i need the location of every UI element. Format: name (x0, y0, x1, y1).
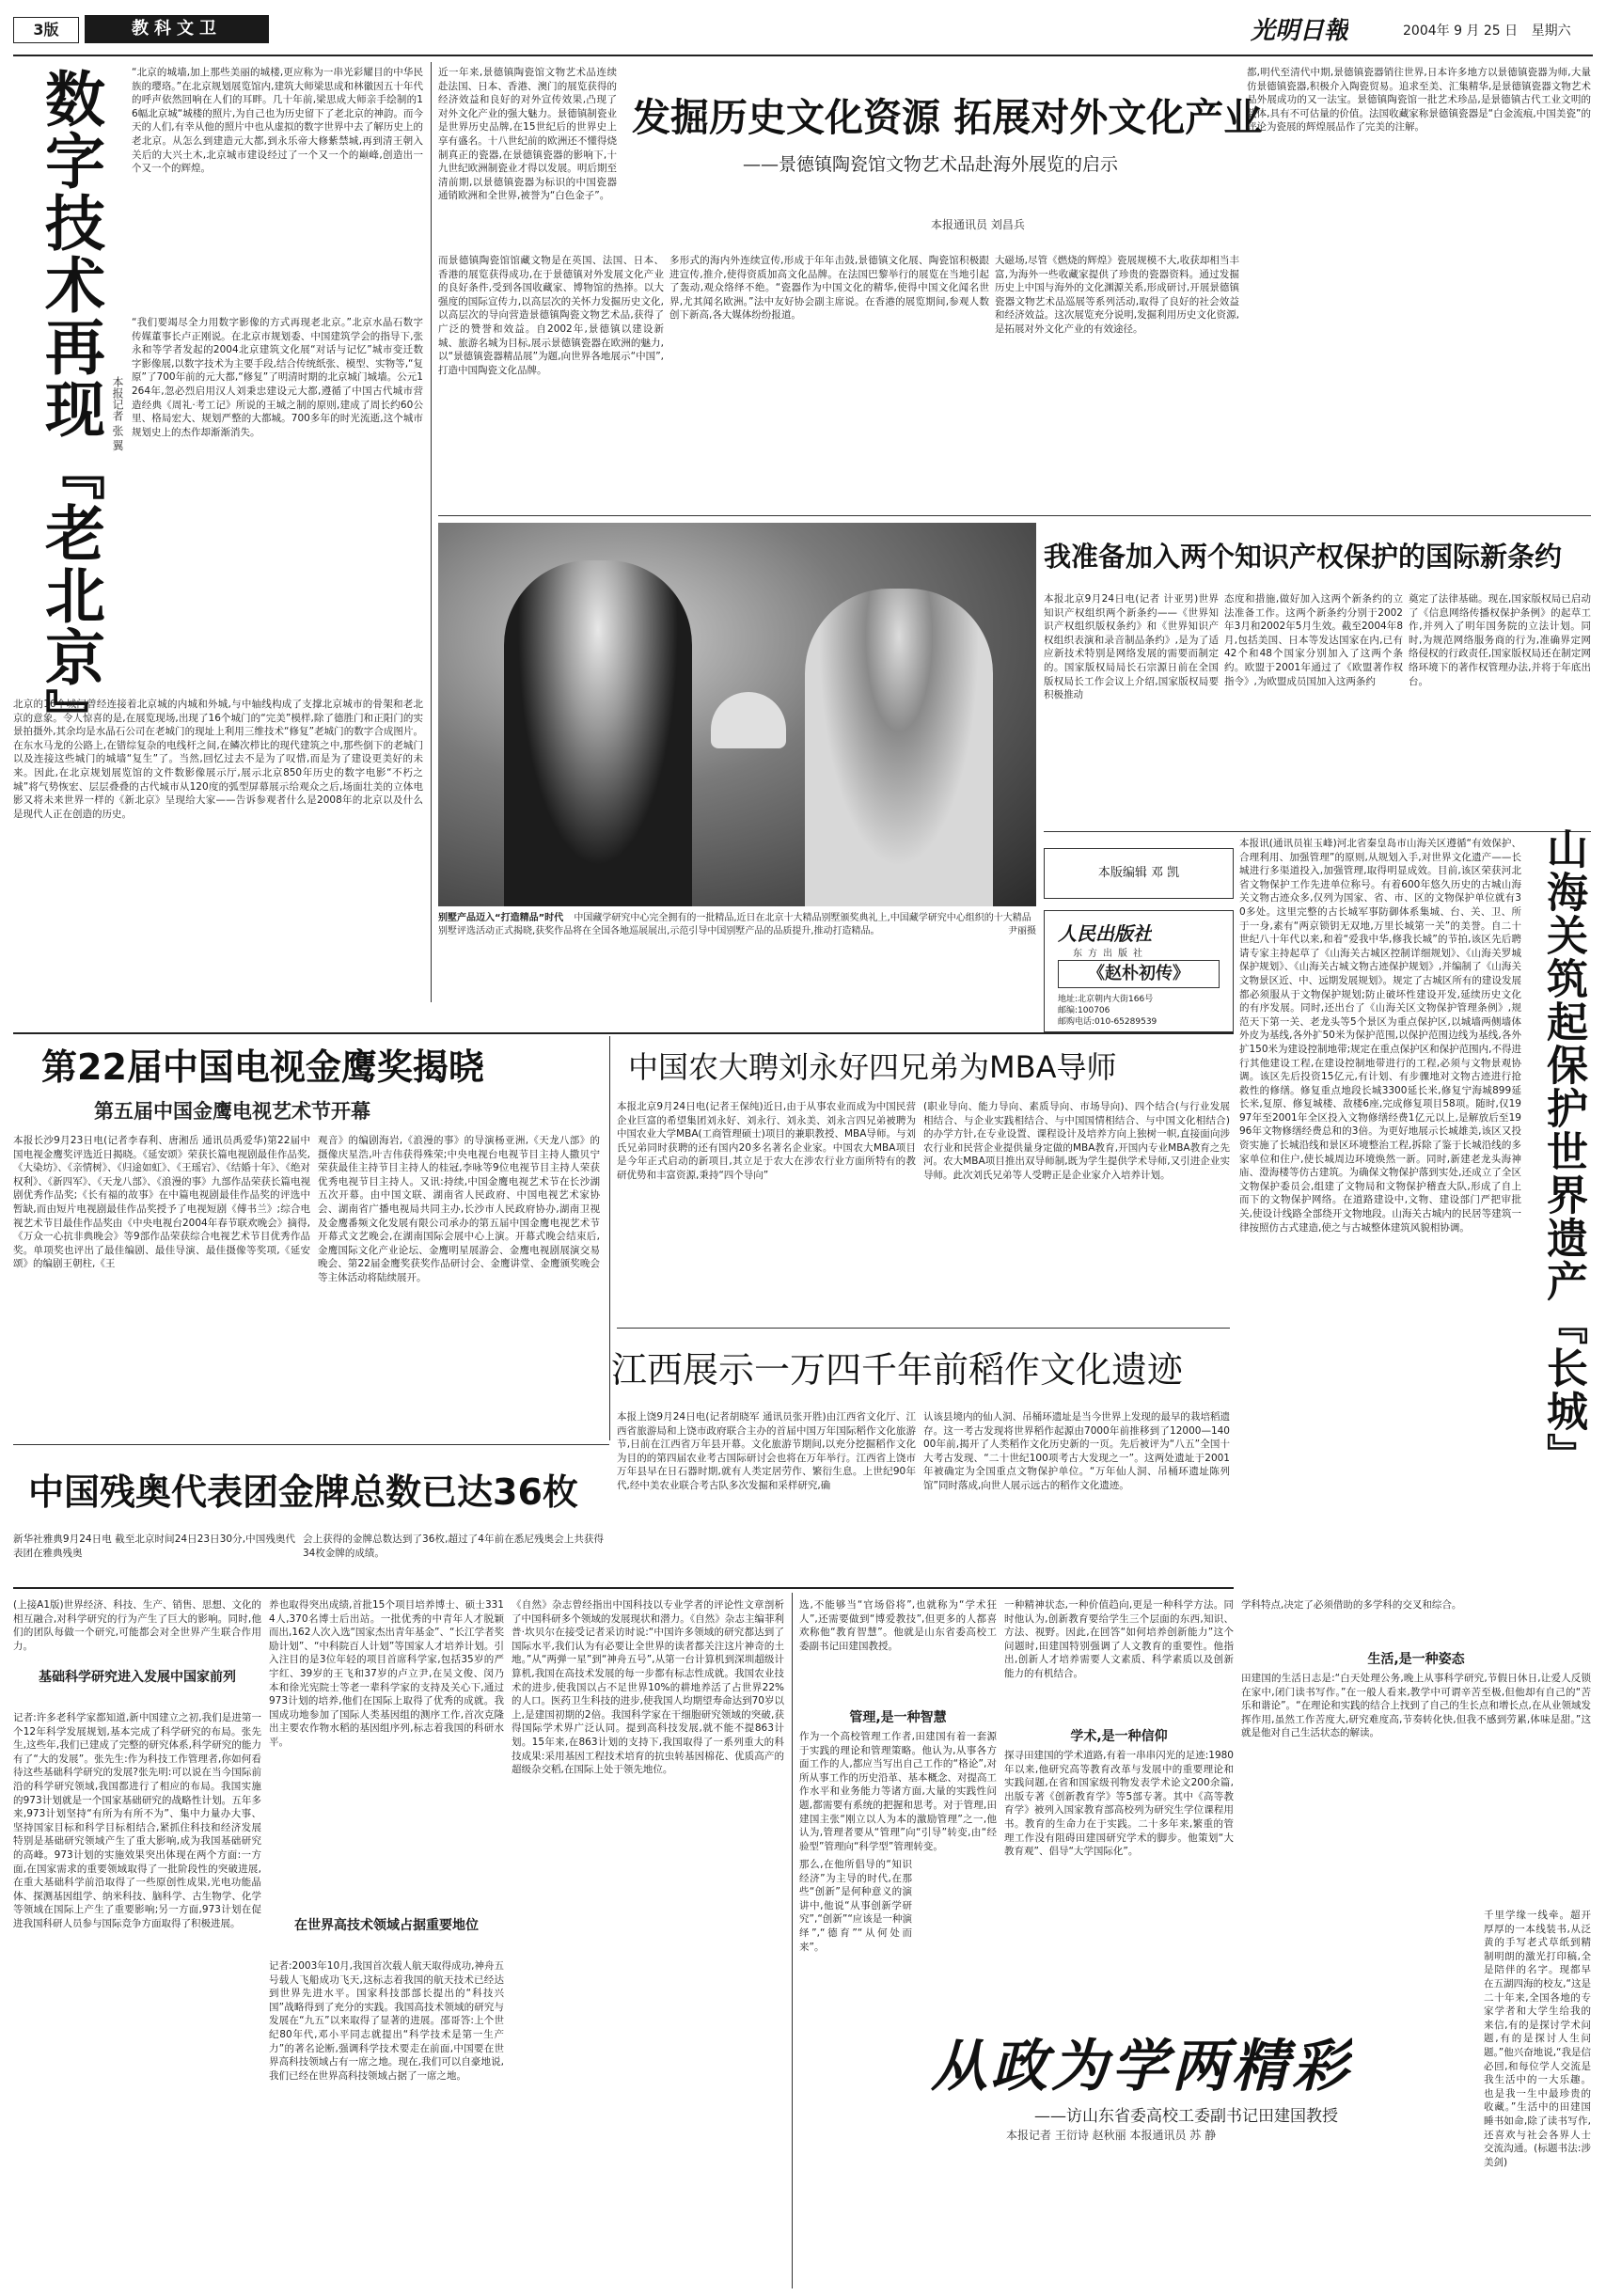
newspaper-logo (1251, 11, 1348, 46)
feature-byline: 本报记者 王衍诗 赵秋丽 本报通讯员 苏 静 (1006, 2129, 1217, 2142)
publisher-name: 人民出版社 (1058, 922, 1152, 945)
beijing-byline: 本报记者 张 翼 (111, 376, 124, 451)
jingdezhen-col4: 大磁场,尽管《燃烧的辉煌》瓷展规模不大,收获却相当丰富,为海外一些收藏家提供了珍贵的瓷器资料。通过发掘历史上中国与海外的文化渊源关系,形成研讨,开展景德镇瓷器文物艺术品巡展等系列活动,取得了良好的社会效益和经济效益。这次展览充分说明,发掘利用历史文化资源,是拓展对外文化产业的有效途径。 (995, 255, 1239, 335)
masthead-rule (13, 55, 1593, 56)
research-sec2: 记者:2003年10月,我国首次载人航天取得成功,神舟五号载人飞船成功飞天,这标志着我国的航天技术已经达到世界先进水平。国家科技部部长提出的“科技兴国”战略得到了充分的实践。我国高技术领域的研究与发展在“九五”以来取得了显著的进展。邵哥答:上个世纪80年代,邓小平同志就提出“科学技术是第一生产力”的著名论断,强调科学技术要走在前面,中国要在世界高科技领域占有一席之地。现在,我们可以自豪地说,我们已经在世界高科技领域占据了一席之地。 (269, 1960, 504, 2082)
divider (438, 515, 1591, 516)
ip-col3: 奠定了法律基础。现在,国家版权局已启动了《信息网络传播权保护条例》的起草工作,并列入了明年国务院的立法计划。同时,为规范网络服务商的行为,准确界定网络侵权的行政责任,国家版权局还在制定网络环境下的著作权管理办法,并将于年底出台。 (1409, 593, 1591, 687)
beijing-title: 数字技术再现『老北京』 (35, 68, 104, 750)
editor-text: 本版编辑 邓 凯 (1097, 866, 1180, 880)
divider (13, 1444, 609, 1445)
research-sec5: 田建国的生活日志是:“白天处理公务,晚上从事科学研究,节假日休日,让爱人反锁在家中,闭门读书写作。”在一般人看来,教学中可谓辛苦至极,但他却有自己的“苦乐和谐论”。“在理论和实践的结合上找到了自己的生长点和增长点,在从业领域发挥作用,虽然工作苦度大,研究难度高,节奏转化快,但我不感到劳累,体味是甜。”这就是他对自己生活状态的解读。 (1241, 1673, 1591, 1739)
research-col4-tail: 那么,在他所倡导的“知识经济”为主导的时代,在那些“创新”是何种意义的演讲中,他说“从事创新学研究”,“创新”“应该是一种演绎”,“德育”“从何处而来”。 (799, 1859, 912, 1953)
weekday-text: 星期六 (1531, 24, 1571, 39)
research-sec5-title: 生活,是一种姿态 (1367, 1652, 1465, 1667)
research-sec4: 探寻田建国的学术道路,有着一串串闪光的足迹:1980年以来,他研究高等教育改革与发展中的重要理论和实践问题,在省和国家级刊物发表学术论文200余篇,出版专著《创新教育学》等5部专著。其中《高等教育学》被列入国家教育部高校列为研究生学位课程用书。教育的生命力在于实践。二十多年来,繁重的管理工作没有阻碍田建国研究学术的脚步。他策划“大教育观”、倡导“大学国际化”。 (1004, 1750, 1234, 1858)
ip-col2: 态度和措施,做好加入这两个新条约的立法准备工作。这两个新条约分别于2002年3月和2002年5月生效。截至2004年8月,包括美国、日本等发达国家在内,已有42个和48个国家分别加入了这两个条约。欧盟于2001年通过了《欧盟著作权指令》,为欧盟成员国加入这两条约 (1224, 593, 1403, 687)
ad-phone: 邮购电话:010-65289539 (1058, 1017, 1157, 1027)
mba-col1: 本报北京9月24日电(记者王保纯)近日,由于从事农业而成为中国民营企业巨富的希望集团刘永好、刘永行、刘永美、刘永言四兄弟被聘为中国农业大学MBA(工商管理硕士)项目的兼职教授、MBA导师。与刘氏兄弟同时获聘的还有国内20多名著名企业家。中国农大MBA项目是今年正式启动的新项目,其立足于农大在涉农行业方面所特有的教研优势和丰富资源,秉持“四个导向” (617, 1101, 916, 1181)
paralympic-col2: 会上获得的金牌总数达到了36枚,超过了4年前在悉尼残奥会上共获得34枚金牌的成绩。 (303, 1533, 604, 1559)
ad-address: 地址:北京朝内大街166号 (1058, 995, 1154, 1004)
editor-box (1044, 848, 1234, 899)
research-sec4-title: 学术,是一种信仰 (1070, 1729, 1168, 1744)
page-number: 3版 (33, 21, 59, 39)
caption-title: 别墅产品迈入“打造精品”时代 (438, 913, 564, 923)
research-col4: 选,不能够当“官场俗将”,也就称为“学术狂人”,还需要做到“博爱教技”,但更多的人都喜欢称他“教育智慧”。他就是山东省委高校工委副书记田建国教授。 (799, 1599, 997, 1652)
jingdezhen-headline: 发掘历史文化资源 拓展对外文化产业 (632, 95, 1263, 140)
research-col5: 一种精神状态,一种价值趋向,更是一种科学方法。同时他认为,创新教育要给学生三个层面的东西,知识、方法、视野。因此,在回答“如何培养创新能力”这个问题时,田建国特别强调了人文教育的重要性。他指出,创新人才培养需要人文素质、科学素质以及创新能力的有机结合。 (1004, 1599, 1234, 1679)
book-advertisement (1044, 910, 1234, 1032)
issue-date (1403, 21, 1571, 39)
section-name: 教科文卫 (132, 19, 222, 39)
jingdezhen-byline: 本报通讯员 刘昌兵 (931, 218, 1025, 231)
research-sec1-title: 基础科学研究进入发展中国家前列 (39, 1670, 236, 1685)
paralympic-col1: 新华社雅典9月24日电 截至北京时间24日23日30分,中国残奥代表团在雅典残奥 (13, 1533, 295, 1559)
jiangxi-col2: 认该县境内的仙人洞、吊桶环遗址是当今世界上发现的最早的栽培稻遗存。这一考古发现将世界稻作起源由7000年前推移到了12000—14000年前,揭开了人类稻作文化历史新的一页。先后被评为“八五”全国十大考古发现、“二十世纪100项考古大发现之一”。这两处遗址于2001年被确定为全国重点文物保护单位。“万年仙人洞、吊桶环遗址陈列馆”同时落成,向世人展示远古的稻作文化遗迹。 (923, 1411, 1230, 1491)
jingdezhen-col1: 近一年来,景德镇陶瓷馆文物艺术品连续赴法国、日本、香港、澳门的展览获得的经济效益和良好的对外宣传效果,凸现了对外文化产业的强大魅力。景德镇制瓷业是世界历史品牌,在15世纪后的世界史上享有盛名。十八世纪前的欧洲还不懂得烧制真正的瓷器,在景德镇瓷器的影响下,十九世纪欧洲制瓷业才得以发展。明后期至清前期,以景德镇瓷器为标识的中国瓷器通销欧洲和全世界,被誉为“白色金子”。 (438, 67, 617, 202)
paralympic-headline: 中国残奥代表团金牌总数已达36枚 (28, 1471, 578, 1513)
golden-eagle-subhead: 第五届中国金鹰电视艺术节开幕 (94, 1099, 370, 1123)
ad-postcode: 邮编:100706 (1058, 1006, 1110, 1015)
jingdezhen-subhead: ——景德镇陶瓷馆文物艺术品赴海外展览的启示 (743, 154, 1119, 175)
divider (617, 1328, 1230, 1329)
divider (792, 1593, 793, 2288)
caption-text: 中国藏学研究中心完全拥有的一批精品,近日在北京十大精品别墅颁奖典礼上,中国藏学研究中心组织的十大精品别墅评选活动正式揭晓,获奖作品将在全国各地巡展展出,示范引导中国别墅产品的品质提升,推动打造精品。 (438, 913, 1031, 936)
logo-text: 光明日報 (1251, 17, 1349, 45)
section-badge (85, 15, 269, 43)
golden-eagle-col1: 本报长沙9月23日电(记者李春利、唐湘岳 通讯员禹爱华)第22届中国电视金鹰奖评选近日揭晓。《延安颂》荣获长篇电视剧最佳作品奖,《大染坊》、《亲情树》、《归途如虹》、《王瑶宕》、《结婚十年》、《绝对权利》、《新四军》、《天龙八部》、《浪漫的事》九部作品荣获长篇电视剧优秀作品奖;《长有福的故事》在中篇电视剧最佳作品奖的评选中暂缺,而由短片电视剧最佳作品奖授予了电视短剧《傅书兰》;综合电视艺术节目最佳作品奖由《中央电视台2004年春节联欢晚会》摘得,《万众一心抗非典晚会》等9部作品荣获综合电视艺术节目优秀作品奖。单项奖也评出了最佳编剧、最佳导演、最佳摄像等奖项,《延安颂》的编剧王朝柱,《王 (13, 1135, 310, 1270)
ip-col1: 本报北京9月24日电(记者 计亚男)世界知识产权组织两个新条约——《世界知识产权组织版权条约》和《世界知识产权组织表演和录音制品条约》,是为了适应新技术特别是网络发展的需要而制定的。国家版权局局长石宗源日前在全国版权局长工作会议上介绍,国家版权局要积极推动 (1044, 593, 1219, 701)
beijing-col3: 北京的16个城门曾经连接着北京城的内城和外城,与中轴线构成了支撑北京城市的骨架和老北京的意象。令人惊喜的是,在展览现场,出现了16个城门的“完美”模样,除了德胜门和正阳门的实景拍摄外,其余均是水晶石公司在老城门的现址上利用三维技术“修复”老城门的数字合成图片。在东水马龙的公路上,在错综复杂的电线杆之间,在鳞次栉比的现代建筑之中,那些倒下的老城门以及连接这些城门的城墙“复生”了。当然,回忆过去不是为了叹惜,而是为了建设更美好的未来。因此,在北京规划展览馆的文件数影像展示厅,展示北京850年历史的数字电影“不朽之城”将气势恢宏、层层叠叠的古代城市从120度的弧型屏幕展示给观众之后,场面壮美的立体电影又将未来世界一样的《新北京》呈现给大家——告诉参观者什么是2008年的北京以及什么是现代人正在创造的历史。 (13, 699, 423, 820)
research-intro: (上接A1版)世界经济、科技、生产、销售、思想、文化的相互融合,对科学研究的行为产生了巨大的影响。同时,他们的团队每做一个研究,可能都会对全世界产生联合作用力。 (13, 1599, 261, 1652)
beijing-col1: “北京的城墙,加上那些美丽的城楼,更应称为一串光彩耀目的中华民族的璎珞。”在北京规划展览馆内,建筑大师梁思成和林徽因五十年代的呼声依然回响在人们的耳畔。几十年前,梁思成大师亲手绘制的16幅北京城“城楼的照片,为自己也为历史留下了老北京的神韵。而今天的人们,有幸从他的照片中也从虚拟的数字世界中去了解历史上的老北京。从怎么到建造元大都,到永乐帝大修紫禁城,再到清王朝入关后的大兴土木,北京城市建设经过了一个又一个的巅峰,创造出一个又一个的辉煌。 (132, 67, 423, 175)
presenter-figure (504, 560, 692, 906)
divider (1044, 831, 1591, 832)
research-sec3: 作为一个高校管理工作者,田建国有着一套源于实践的理论和管理策略。他认为,从事各方面工作的人,都应当写出自己工作的“格论”,对所从事工作的历史沿革、基本概念、对提高工作水平和业务能力等诸方面,大量的实践性问题,都需要有系统的把握和思考。对于管理,田建国主张“刚立以人为本的激励管理”之一,他认为,管理者要从“管理”向“引导”转变,由“经验型”管理向“科学型”管理转变。 (799, 1731, 997, 1852)
award-ceremony-photo (438, 523, 1036, 906)
divider (431, 62, 432, 1002)
research-col3: 《自然》杂志曾经指出中国科技以专业学者的评论性文章剖析了中国科研多个领域的发展现状和潜力。《自然》杂志主编菲利普·坎贝尔在接受记者采访时说:“中国许多领域的研究都达到了国际水平,我们认为有必要让全世界的读者都关注这片神奇的土地。”从“两弹一星”到“神舟五号”,从第一台计算机到深圳超级计算机,我国在高技术发展的每一步都有标志性成就。我国农业技术的进步,使我国以占不足世界10%的耕地养活了占世界22%的人口。医药卫生科技的进步,使我国人均期望寿命达到70岁以上,是建国初期的2倍。我国科学家在干细胞研究领域的突破,获得国际学术界广泛认同。提到高科技发展,就不能不提863计划。15年来,在863计划的支持下,我国取得了一系列重大的科技成果:采用基因工程技术培育的抗虫转基因棉花、优质高产的超级杂交稻,在国际上处于领先地位。 (512, 1599, 784, 1776)
photo-credit: 尹丽摄 (1008, 926, 1036, 936)
divider (609, 1036, 610, 1440)
divider (13, 1032, 1234, 1034)
mba-headline: 中国农大聘刘永好四兄弟为MBA导师 (628, 1049, 1117, 1085)
research-sec2-title: 在世界高技术领域占据重要地位 (294, 1918, 479, 1933)
page-number-badge (13, 17, 79, 43)
publisher-sub: 东方出版社 (1073, 949, 1148, 959)
book-title: 《赵朴初传》 (1058, 960, 1220, 988)
research-sec3-title: 管理,是一种智慧 (849, 1710, 947, 1725)
masthead (0, 0, 1606, 56)
golden-eagle-headline: 第22届中国电视金鹰奖揭晓 (41, 1046, 484, 1088)
beijing-col2: “我们要竭尽全力用数字影像的方式再现老北京。”北京水晶石数字传媒董事长卢正刚说。在北京市规划委、中国建筑学会的指导下,张永和等学者发起的2004北京建筑文化展“对话与记忆”城市变迁数字影像展,以数字技术为主要手段,结合传统纸张、模型、实物等,“复原”了700年前的元大都,“修复”了明清时期的北京城门城墙。公元1264年,忽必烈启用汉人刘秉忠建设元大都,遵循了中国古代城市营造经典《周礼·考工记》所说的王城之制的原则,建成了周长约60公里、格局宏大、规划严整的大都城。700多年的时光流逝,这个城市规划史上的杰作却渐渐消失。 (132, 317, 423, 438)
research-col6: 学科特点,决定了必须借助的多学科的交叉和综合。 (1241, 1599, 1462, 1611)
feature-subhead: ——访山东省委高校工委副书记田建国教授 (1034, 2107, 1338, 2126)
research-sec1: 记者:许多老科学家都知道,新中国建立之初,我们是进第一个12年科学发展规划,基本完成了科学研究的布局。张先生,这些年,我们已建成了完整的研究体系,科学研究的能力有了“大的发展”。张先生:作为科技工作管理者,你如何看待这些基础科学研究的发展?张先明:可以说在当今国际前沿的科学研究领域,我国都进行了相应的布局。我国实施的973计划就是一个国家基础研究的战略性计划。五年多来,973计划坚持“有所为有所不为”、集中力量办大事、坚持国家目标和科学目标相结合,紧抓住科技和经济发展特别是基础研究领域产生了重大影响,成为我国基础研究的高峰。973计划的实施效果突出体现在两个方面:一方面,在国家需求的重要领域取得了一批阶段性的突破进展,在重大基础科学前沿取得了一些原创性成果,光电功能晶体、探测基因组学、纳米科技、脑科学、古生物学、化学等领域在国际上产生了重要影响;另一方面,973计划在促进我国科研人员参与国际竞争方面取得了积极进展。 (13, 1712, 261, 1929)
research-col2: 养也取得突出成绩,首批15个项目培养博士、硕士3314人,370名博士后出站。一批优秀的中青年人才脱颖而出,162人次入选“国家杰出青年基金”、“长江学者奖励计划”、“中科院百人计划”等国家人才培养计划。引入注目的是3位年轻的项目首席科学家,包括35岁的严宇红、39岁的王飞和37岁的卢立尹,在吴文俊、闵乃本和徐光宪院士等老一辈科学家的支持及关心下,通过973计划的培养,他们在国际上取得了优秀的成就。我国成功地参加了国际人类基因组的测序工作,首次克隆出主要农作物水稻的基因组序列,标志着我国的科研水平。 (269, 1599, 504, 1748)
divider (13, 1587, 1234, 1589)
golden-eagle-col2: 观音》的编剧海岩,《浪漫的事》的导演杨亚洲,《天龙八部》的摄像庆星浩,叶吉伟获得殊荣;中央电视台电视节目主持人撒贝宁荣获最佳主持节目主持人的桂冠,李咏等9位电视节目主持人荣获优秀电视节目主持人。又讯:持续,中国金鹰电视艺术节在长沙湖五次开幕。由中国文联、湖南省人民政府、中国电视艺术家协会、湖南省广播电视局共同主办,长沙市人民政府协办,湖南卫视及金鹰番频文化发展有限公司承办的第五届中国金鹰电视艺术节开幕式文艺晚会,在湖南国际会展中心上演。开幕式晚会结束后,金鹰国际文化产业论坛、金鹰明星展游会、金鹰电视剧展演交易晚会、第22届金鹰奖获奖作品研讨会、金鹰讲堂、金鹰颁奖晚会等主体活动将陆续展开。 (318, 1135, 600, 1283)
jiangxi-headline: 江西展示一万四千年前稻作文化遗迹 (611, 1349, 1184, 1391)
greatwall-col: 本报讯(通讯员崔玉峰)河北省秦皇岛市山海关区遵循“有效保护、合理利用、加强管理”的原则,从规划入手,对世界文化遗产——长城进行多渠道投入,加强管理,取得明显成效。目前,该区荣获河北省文物保护工作先进单位称号。有着600年悠久历史的古城山海关文物古迹众多,仅列为国家、省、市、区的文物保护单位就有30多处。这里完整的古长城军事防御体系集城、台、关、卫、所于一身,素有“两京锁钥无双地,万里长城第一关”的美誉。自二十世纪八十年代以来,和着“爱我中华,修我长城”的节拍,该区先后聘请专家主持起草了《山海关古城区控制详细规划》、《山海关罗城保护规划》、《山海关古城文物古迹保护规划》,并编制了《山海关文物景区近、中、远期发展规划》。规定了古城区所有的建设发展都必须服从于文物保护规划;防止破坏性建设开发,延续历史文化的有序发展。同时,还出台了《山海关区文物保护管理条例》,规范天下第一关、老龙头等5个景区为重点保护区,以城墙两侧墙体外皮为基线,各外扩50米为保护范围,以保护范围边线为基线,各外扩150米为建设控制地带;规定在重点保护区和保护范围内,不得进行其他建设工程,在建设控制地带进行的工程,必须与文物景观协调。该区先后投资15亿元,有计划、有步骤地对文物古迹进行抢救性的修缮。修复重点地段长城3300延长米,修复宁海城899延长米,复原、修复城楼、敌楼6座,完成修复项目58项。随时,仅1997年至2001年全区投入文物修缮经费1亿元以上,是解放后至1996年文物修缮经费总和的3倍。为更好地展示长城雄美,该区又投资实施了长城沿线和景区环境整治工程,拆除了鉴于长城沿线的多家单位和住户,使长城周边环境焕然一新。同时,新建老龙头海神庙、澄海楼等仿古建筑。为确保文物保护落到实处,还成立了全区文物保护委员会,组建了文物局和文物保护稽查大队,形成了自上而下的文物保护网络。在道路建设中,文物、建设部门严把审批关,使设计线路全部绕开文物地段。山海关古城内的民居等建筑一律按照仿古式建造,使之与古城整体建筑风貌相协调。 (1239, 838, 1521, 1234)
recipient-figure (805, 589, 993, 906)
jingdezhen-col2: 而景德镇陶瓷馆馆藏文物是在英国、法国、日本、香港的展览获得成功,在于景德镇对外发展文化产业的良好条件,受到各国收藏家、博物馆的热捧。以大强度的国际宣传力,以高层次的关怀力发掘历史文化,以高层次的导向营造景德镇陶瓷文物艺术品,获得了广泛的赞誉和效益。自2002年,景德镇以建设新城、旅游名城为目标,展示景德镇瓷器在欧洲的魅力,以“景德镇瓷器精品展”为题,向世界各地展示“中国”,打造中国陶瓷文化品牌。 (438, 255, 664, 376)
jiangxi-col1: 本报上饶9月24日电(记者胡晓军 通讯员张开胜)由江西省文化厅、江西省旅游局和上饶市政府联合主办的首届中国万年国际稻作文化旅游节,日前在江西省万年县开幕。文化旅游节期间,以充分挖掘稻作文化为目的的第四届农业考古国际研讨会也将在万年举行。江西省上饶市万年县早在日石器时期,就有人类定居劳作、繁衍生息。上世纪90年代,经中美农业联合考古队多次发掘和采样研究,确 (617, 1411, 916, 1491)
jingdezhen-col3: 多形式的海内外连续宣传,形成于年年击鼓,景德镇文化展、陶瓷馆积极跟进宣传,推介,使得资质加高文化品牌。在法国巴黎举行的展览在当地引起了轰动,观众络绎不绝。“瓷器作为中国文化的精华,使得中国文化闻名世界,尤其闻名欧洲。”法中友好协会副主席说。在香港的展览期间,参观人数创下新高,各大媒体纷纷报道。 (669, 255, 989, 322)
research-col7: 千里学缘一线牵。超开厚厚的一本线装书,从泛黄的手写老式草纸到精制明朗的激光打印稿,全是陪伴的名字。现都早在五湖四海的校友,“这是二十年来,全国各地的专家学者和大学生给我的来信,有的是探讨学术问题,有的是探讨人生问题。”他兴奋地说,“我是信必回,和每位学人交流是我生活中的一大乐趣。也是我一生中最珍贵的收藏。”生活中的田建国睡书如命,除了读书写作,还喜欢与社会各界人士交流沟通。(标题书法:涉美剑) (1484, 1910, 1591, 2168)
ip-headline: 我准备加入两个知识产权保护的国际新条约 (1044, 541, 1563, 573)
feature-title: 从政为学两精彩 (931, 2034, 1352, 2099)
greatwall-title: 山海关筑起保护世界遗产『长城』 (1539, 827, 1587, 1476)
date-text: 2004年 9 月 25 日 (1403, 24, 1519, 39)
mba-col2: (职业导向、能力导向、素质导向、市场导向)、四个结合(与行业发展相结合、与企业实践相结合、与中国国情相结合、与中国文化相结合)的办学方针,在专业设置、课程设计及培养方向上独树一帜,直接面向涉农行业和民营企业提供量身定做的MBA教育,开国内专业MBA教育之先河。农大MBA项目推出双导师制,既为学生提供学术导师,又引进企业实导师。此次刘氏兄弟等人受聘正是企业家介入培养计划。 (923, 1101, 1230, 1181)
photo-caption (438, 912, 1036, 961)
trophy-icon (711, 692, 786, 748)
jingdezhen-col5: 都,明代至清代中期,景德镇瓷器销往世界,日本许多地方以景德镇瓷器为师,大量仿景德镇瓷器,积极介入陶瓷贸易。追求至美、汇集精华,是景德镇瓷器文物艺术品外展成功的又一法宝。景德镇陶瓷馆一批艺术珍品,是景德镇古代工业文明的载体,具有不可估量的价值。法国收藏家称景德镇瓷器是“白金流痕,中国美瓷”的评论为瓷展的辉煌展品作了完美的注解。 (1247, 67, 1591, 134)
